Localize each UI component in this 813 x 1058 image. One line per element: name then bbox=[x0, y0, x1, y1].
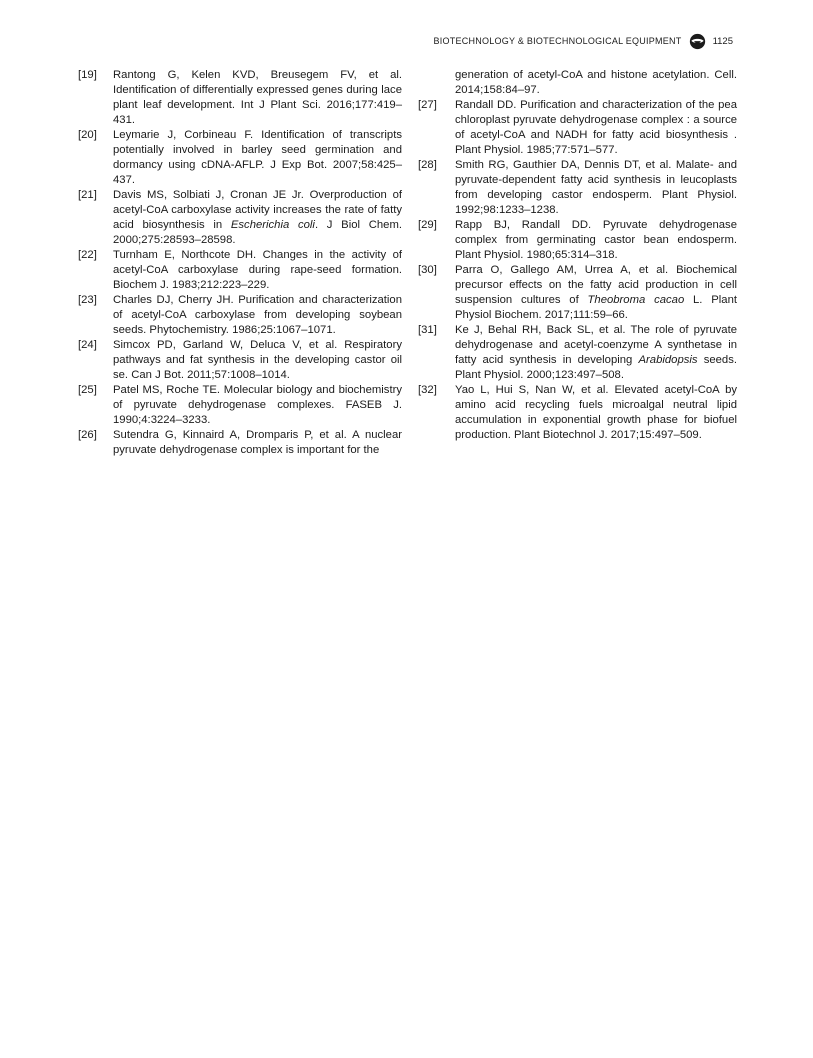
reference-text: generation of acetyl-CoA and histone acetylation. Cell. 2014;158:84–97. bbox=[455, 69, 737, 96]
running-header bbox=[434, 32, 733, 50]
reference-text: Rapp BJ, Randall DD. Pyruvate dehydrogenase complex from germinating castor bean endosperm. Plant Physiol. 1980;65:314–318. bbox=[455, 219, 737, 261]
reference-label: [20] bbox=[78, 129, 97, 141]
reference-label: [26] bbox=[78, 429, 97, 441]
reference-label: [25] bbox=[78, 384, 97, 396]
reference-text: Ke J, Behal RH, Back SL, et al. The role of pyruvate dehydrogenase and acetyl-coenzyme A synthetase in fatty acid synthesis in developing Arabidopsis seeds. Plant Physiol. 2000;123:497–508. bbox=[455, 324, 737, 381]
reference-text: Leymarie J, Corbineau F. Identification of transcripts potentially involved in barley seed germination and dormancy using cDNA-AFLP. J Exp Bot. 2007;58:425–437. bbox=[113, 129, 402, 186]
reference-label: [30] bbox=[418, 264, 437, 276]
reference-item bbox=[78, 248, 402, 293]
reference-item bbox=[418, 158, 737, 218]
page-number: 1125 bbox=[712, 35, 733, 47]
reference-label: [27] bbox=[418, 99, 437, 111]
reference-item bbox=[418, 383, 737, 443]
reference-label: [28] bbox=[418, 159, 437, 171]
references-right-column bbox=[418, 68, 737, 443]
journal-logo-icon bbox=[689, 33, 706, 50]
reference-text: Yao L, Hui S, Nan W, et al. Elevated acetyl-CoA by amino acid recycling fuels microalgal neutral lipid accumulation in exponential growth phase for biofuel production. Plant Biotechnol J. 2017;15:497–509. bbox=[455, 384, 737, 441]
reference-text: Simcox PD, Garland W, Deluca V, et al. Respiratory pathways and fat synthesis in the developing castor oil se. Can J Bot. 2011;57:1008–1014. bbox=[113, 339, 402, 381]
reference-item bbox=[78, 68, 402, 128]
reference-text: Parra O, Gallego AM, Urrea A, et al. Biochemical precursor effects on the fatty acid production in cell suspension cultures of Theobroma cacao L. Plant Physiol Biochem. 2017;111:59–66. bbox=[455, 264, 737, 321]
reference-label: [21] bbox=[78, 189, 97, 201]
reference-text: Patel MS, Roche TE. Molecular biology and biochemistry of pyruvate dehydrogenase complexes. FASEB J. 1990;4:3224–3233. bbox=[113, 384, 402, 426]
reference-item bbox=[78, 338, 402, 383]
journal-name: BIOTECHNOLOGY & BIOTECHNOLOGICAL EQUIPMENT bbox=[433, 36, 682, 46]
reference-label: [19] bbox=[78, 69, 97, 81]
reference-text: Smith RG, Gauthier DA, Dennis DT, et al. Malate- and pyruvate-dependent fatty acid synthesis in leucoplasts from developing castor endosperm. Plant Physiol. 1992;98:1233–1238. bbox=[455, 159, 737, 216]
reference-label: [31] bbox=[418, 324, 437, 336]
reference-item bbox=[418, 263, 737, 323]
reference-label: [24] bbox=[78, 339, 97, 351]
reference-text: Sutendra G, Kinnaird A, Dromparis P, et al. A nuclear pyruvate dehydrogenase complex is important for the bbox=[113, 429, 402, 456]
reference-text: Davis MS, Solbiati J, Cronan JE Jr. Overproduction of acetyl-CoA carboxylase activity increases the rate of fatty acid biosynthesis in Escherichia coli. J Biol Chem. 2000;275:28593–28598. bbox=[113, 189, 402, 246]
reference-label: [23] bbox=[78, 294, 97, 306]
references-left-column bbox=[78, 68, 402, 458]
reference-label: [22] bbox=[78, 249, 97, 261]
reference-item bbox=[78, 428, 402, 458]
reference-item bbox=[78, 293, 402, 338]
reference-item bbox=[418, 323, 737, 383]
reference-item bbox=[78, 383, 402, 428]
reference-label: [29] bbox=[418, 219, 437, 231]
reference-text: Turnham E, Northcote DH. Changes in the activity of acetyl-CoA carboxylase during rape-seed formation. Biochem J. 1983;212:223–229. bbox=[113, 249, 402, 291]
reference-text: Rantong G, Kelen KVD, Breusegem FV, et al. Identification of differentially expressed genes during lace plant leaf development. Int J Plant Sci. 2016;177:419–431. bbox=[113, 69, 402, 126]
reference-item bbox=[418, 68, 737, 98]
reference-item bbox=[418, 218, 737, 263]
reference-item bbox=[78, 128, 402, 188]
reference-text: Charles DJ, Cherry JH. Purification and characterization of acetyl-CoA carboxylase from developing soybean seeds. Phytochemistry. 1986;25:1067–1071. bbox=[113, 294, 402, 336]
reference-item bbox=[78, 188, 402, 248]
reference-item bbox=[418, 98, 737, 158]
reference-text: Randall DD. Purification and characterization of the pea chloroplast pyruvate dehydrogenase complex : a source of acetyl-CoA and NADH for fatty acid biosynthesis . Plant Physiol. 1985;77:571–577. bbox=[455, 99, 737, 156]
reference-label: [32] bbox=[418, 384, 437, 396]
